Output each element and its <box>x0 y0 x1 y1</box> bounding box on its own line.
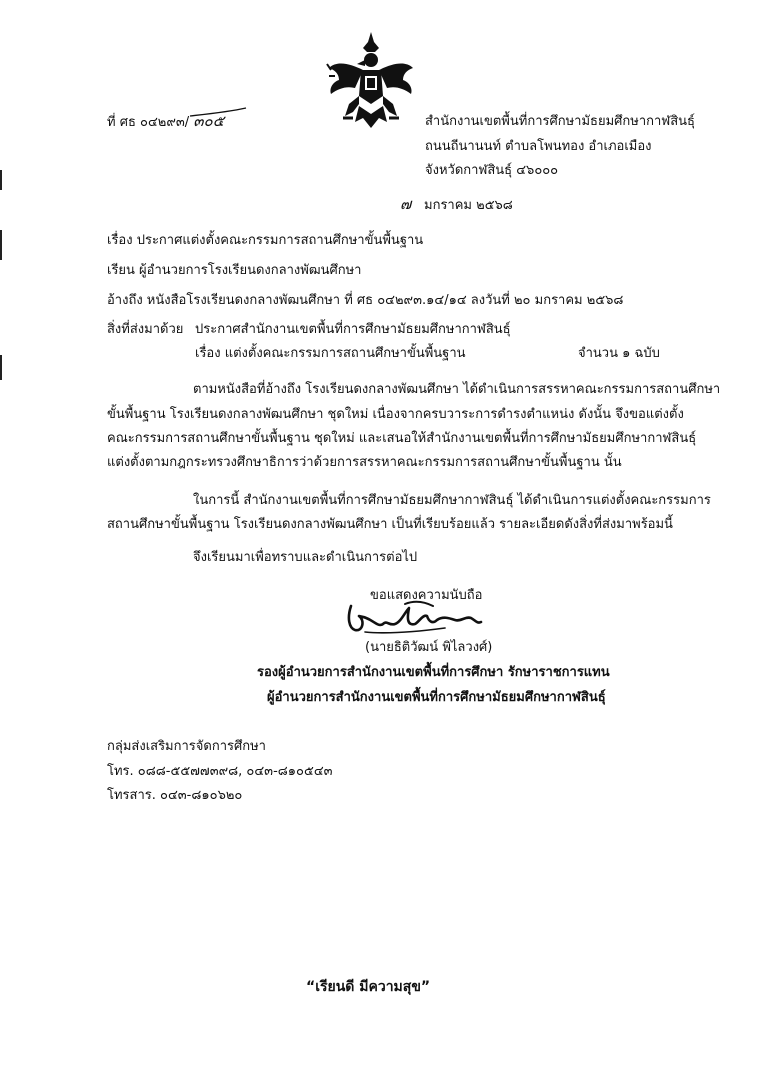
enclosure-count: จำนวน ๑ ฉบับ <box>578 346 660 361</box>
body-paragraph-1-line: คณะกรรมการสถานศึกษาขั้นพื้นฐาน ชุดใหม่ และเสนอให้สำนักงานเขตพื้นที่การศึกษามัธยมศึกษากาฬสินธุ์ <box>107 431 697 446</box>
body-paragraph-2-line: สถานศึกษาขั้นพื้นฐาน โรงเรียนดงกลางพัฒนศึกษา เป็นที่เรียบร้อยแล้ว รายละเอียดดังสิ่งที่ส่งมาพร้อมนี้ <box>107 517 673 532</box>
office-address-line2: ถนนถีนานนท์ ตำบลโพนทอง อำเภอเมือง <box>425 139 652 154</box>
date-day-handwritten: ๗ <box>400 195 412 213</box>
department-name: กลุ่มส่งเสริมการจัดการศึกษา <box>107 739 266 754</box>
scan-edge-mark <box>0 170 2 190</box>
reference-number-printed: ที่ ศธ ๐๔๒๙๓/ <box>107 115 190 130</box>
signer-title-line2: ผู้อำนวยการสำนักงานเขตพื้นที่การศึกษามัธยมศึกษากาฬสินธุ์ <box>267 690 606 705</box>
signer-name: (นายธิติวัฒน์ พิไลวงศ์) <box>365 640 493 655</box>
body-paragraph-1-line: ขั้นพื้นฐาน โรงเรียนดงกลางพัฒนศึกษา ชุดใหม่ เนื่องจากครบวาระการดำรงตำแหน่ง ดังนั้น จึงขอแต่งตั้ง <box>107 407 684 422</box>
enclosure-item-line1: ประกาศสำนักงานเขตพื้นที่การศึกษามัธยมศึกษากาฬสินธุ์ <box>195 322 511 337</box>
motto: “เรียนดี มีความสุข” <box>306 979 431 995</box>
body-paragraph-1-line: แต่งตั้งตามกฎกระทรวงศึกษาธิการว่าด้วยการสรรหาคณะกรรมการสถานศึกษาขั้นพื้นฐาน นั้น <box>107 455 622 470</box>
reference-number-handwritten: ๓๐๕ <box>193 112 225 130</box>
scan-edge-mark <box>0 355 2 380</box>
handwritten-underline <box>188 106 248 120</box>
enclosure-item-line2: เรื่อง แต่งตั้งคณะกรรมการสถานศึกษาขั้นพื้นฐาน <box>195 346 466 361</box>
fax-number: โทรสาร. ๐๔๓-๘๑๐๖๒๐ <box>107 788 243 803</box>
body-paragraph-2-line: ในการนี้ สำนักงานเขตพื้นที่การศึกษามัธยมศึกษากาฬสินธุ์ ได้ดำเนินการแต่งตั้งคณะกรรมการ <box>193 493 711 508</box>
scan-edge-mark <box>0 230 2 260</box>
phone-number: โทร. ๐๘๘-๕๕๗๗๓๙๘, ๐๔๓-๘๑๐๕๔๓ <box>107 764 333 779</box>
addressee-line: เรียน ผู้อำนวยการโรงเรียนดงกลางพัฒนศึกษา <box>107 263 362 278</box>
handwritten-signature <box>345 598 485 638</box>
garuda-emblem-icon <box>325 30 417 130</box>
enclosure-label: สิ่งที่ส่งมาด้วย <box>107 322 184 337</box>
signer-title-line1: รองผู้อำนวยการสำนักงานเขตพื้นที่การศึกษา รักษาราชการแทน <box>257 665 610 680</box>
body-paragraph-1-line: ตามหนังสือที่อ้างถึง โรงเรียนดงกลางพัฒนศึกษา ได้ดำเนินการสรรหาคณะกรรมการสถานศึกษา <box>193 382 721 397</box>
date-month-year: มกราคม ๒๕๖๘ <box>424 198 513 213</box>
subject-line: เรื่อง ประกาศแต่งตั้งคณะกรรมการสถานศึกษาขั้นพื้นฐาน <box>107 233 424 248</box>
reference-line: อ้างถึง หนังสือโรงเรียนดงกลางพัฒนศึกษา ที่ ศธ ๐๔๒๙๓.๑๔/๑๔ ลงวันที่ ๒๐ มกราคม ๒๕๖๘ <box>107 293 624 308</box>
closing-salutation: ขอแสดงความนับถือ <box>370 588 483 603</box>
body-paragraph-3: จึงเรียนมาเพื่อทราบและดำเนินการต่อไป <box>193 550 418 565</box>
office-address-line3: จังหวัดกาฬสินธุ์ ๔๖๐๐๐ <box>425 163 559 178</box>
office-address-line1: สำนักงานเขตพื้นที่การศึกษามัธยมศึกษากาฬสินธุ์ <box>425 114 695 129</box>
